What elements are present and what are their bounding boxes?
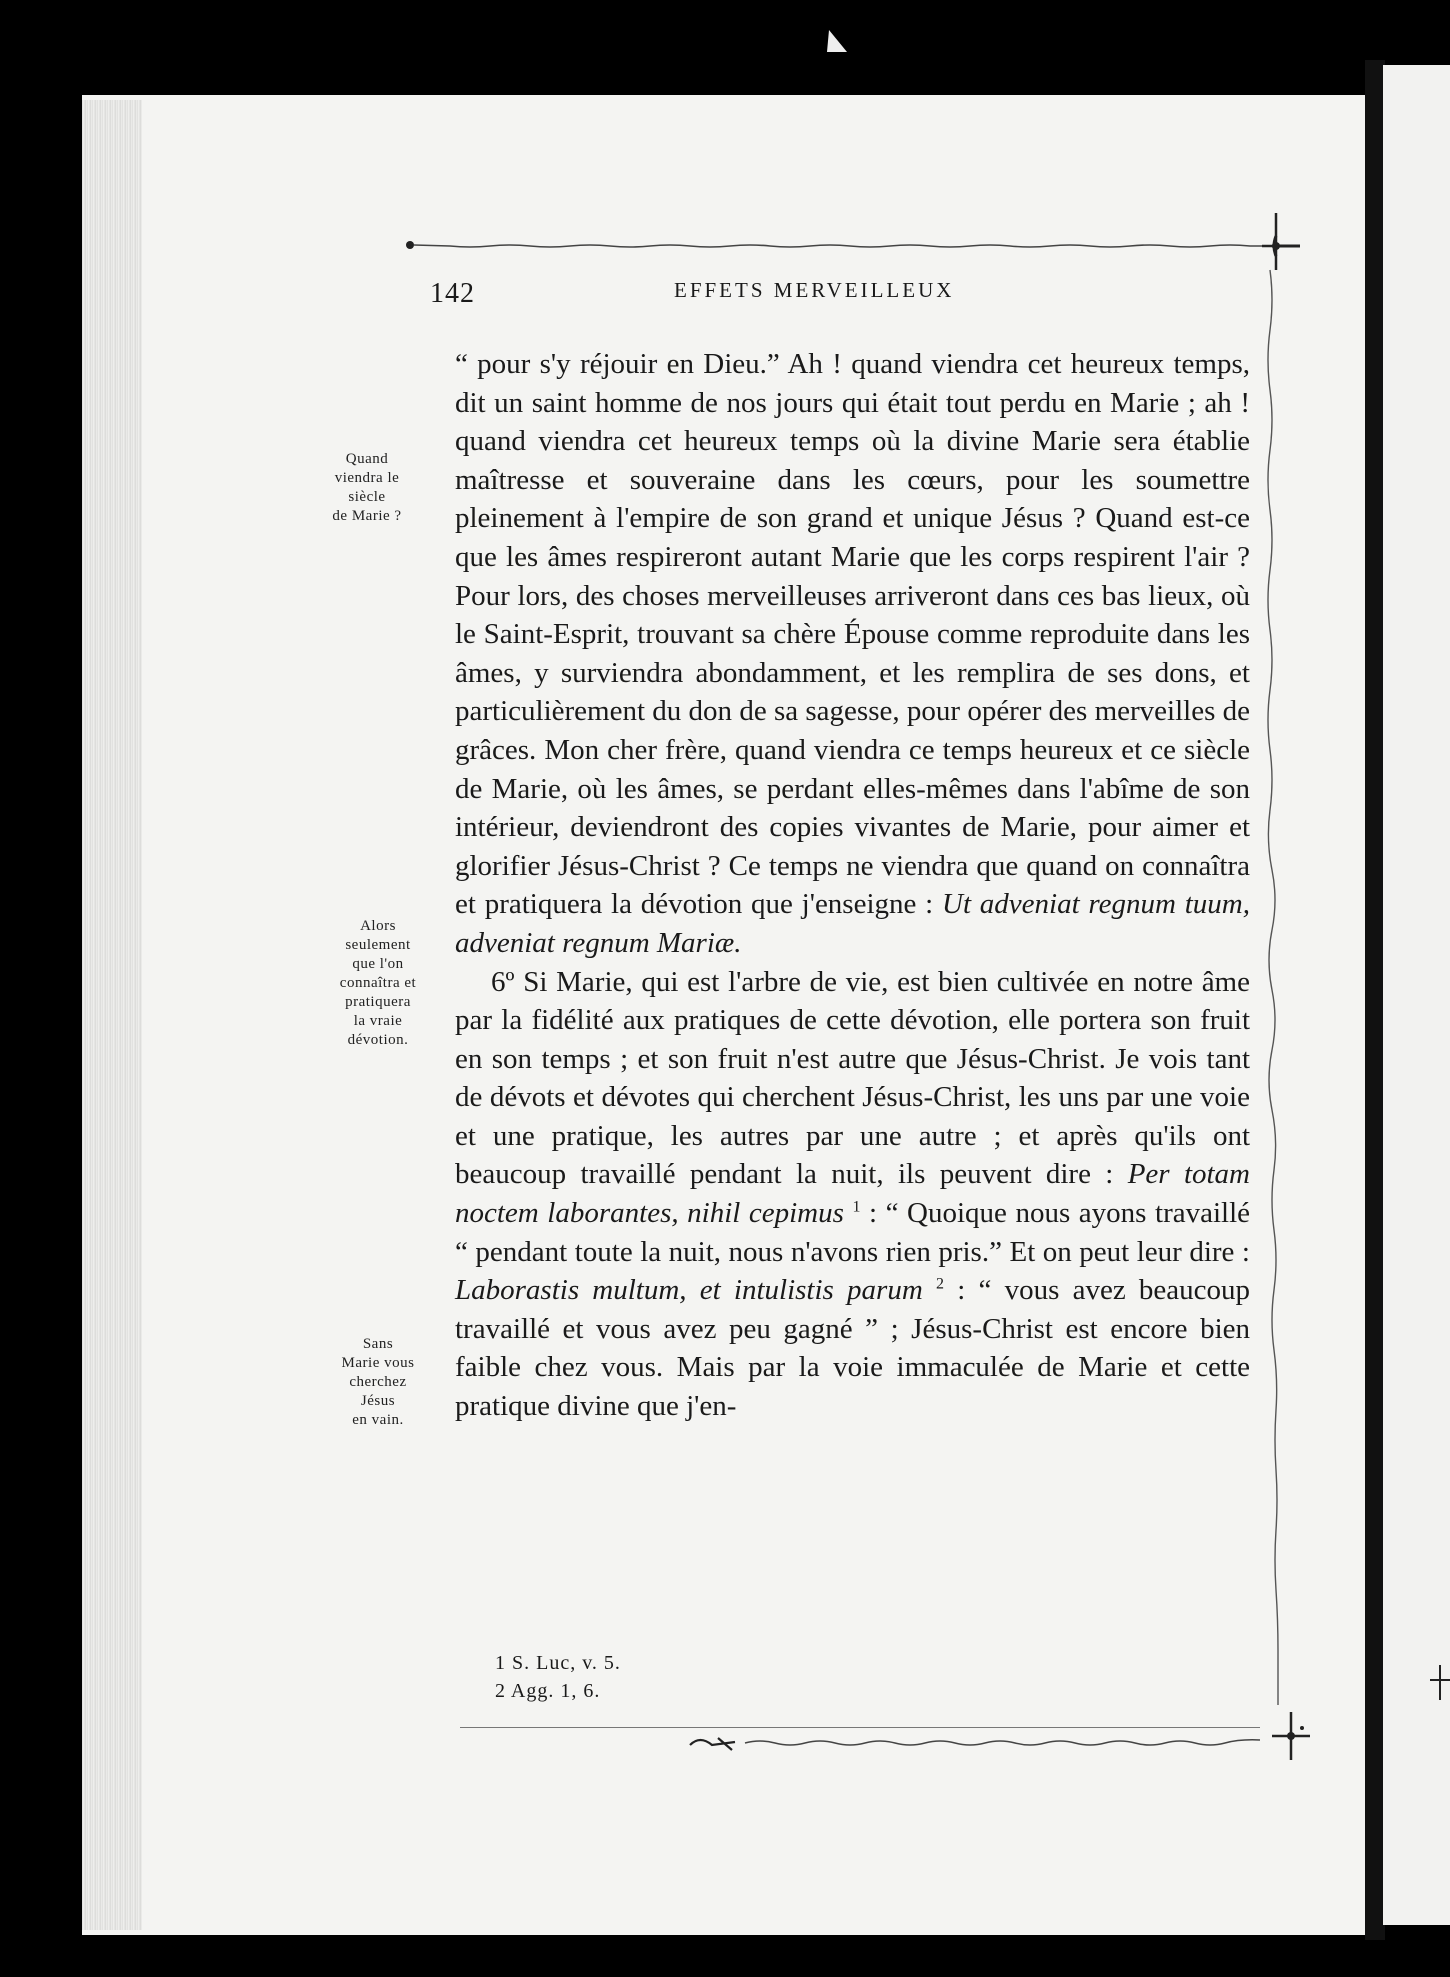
- margin-note-2: Alors seulement que l'on connaîtra et pratiquera la vraie dévotion.: [339, 918, 417, 1048]
- running-head: EFFETS MERVEILLEUX: [674, 278, 955, 302]
- paragraph: 6º Si Marie, qui est l'arbre de vie, est bien cultivée en notre âme par la fidélité aux pratiques de cette dévotion, elle portera son fruit en son temps ; et son fruit n'est autre que Jésus-Christ. Je vois tant de dévots et dévotes qui cherchent Jésus-Christ, les uns par une voie et une pratique, les autres par une autre ; et après qu'ils ont beaucoup travaillé pendant la nuit, ils peuvent dire : Per totam noctem laborantes, nihil cepimus $^1$ : “ Quoique nous ayons travaillé “ pendant toute la nuit, nous n'avons rien pris.” Et on peut leur dire : Laborastis multum, et intulistis parum $^2$ : “ vous avez beaucoup travaillé et vous avez peu gagné ” ; Jésus-Christ est encore bien faible chez vous. Mais par la voie immaculée de Marie et cette pratique divine que j'en-: [455, 965, 1251, 1423]
- footnotes: [495, 1649, 621, 1705]
- footnote-ref: 2: [936, 1275, 944, 1293]
- page-header: [430, 272, 1250, 312]
- footnote: 1 S. Luc, v. 5.: [495, 1652, 621, 1674]
- page-number: 142: [430, 278, 475, 309]
- latin-quote: Laborastis multum, et intulistis parum: [455, 1274, 923, 1307]
- margin-note-3: Sans Marie vous cherchez Jésus en vain.: [341, 1336, 415, 1428]
- body-text: [455, 345, 1250, 1426]
- margin-note-1: Quand viendra le siècle de Marie ?: [332, 451, 402, 524]
- footnote: 2 Agg. 1, 6.: [495, 1680, 601, 1702]
- paragraph: “ pour s'y réjouir en Dieu.” Ah ! quand viendra cet heureux temps, dit un saint homme de nos jours qui était tout perdu en Marie ; ah ! quand viendra cet heureux temps où la divine Marie sera établie maîtresse et souveraine dans les cœurs, pour les soumettre pleinement à l'empire de son grand et unique Jésus ? Quand est-ce que les âmes respireront autant Marie que les corps respirent l'air ? Pour lors, des choses merveilleuses arriveront dans ces bas lieux, où le Saint-Esprit, trouvant sa chère Épouse comme reproduite dans les âmes, y surviendra abondamment, et les remplira de ses dons, et particulièrement du don de sa sagesse, pour opérer des merveilles de grâces. Mon cher frère, quand viendra ce temps heureux et ce siècle de Marie, où les âmes, se perdant elles-mêmes dans l'abîme de son intérieur, deviendront des copies vivantes de Marie, pour aimer et glorifier Jésus-Christ ? Ce temps ne viendra que quand on connaîtra et pratiquera la dévotion que j'enseigne : Ut adveniat regnum tuum, adveniat regnum Mariæ.: [455, 348, 1250, 959]
- footnote-rule: [460, 1727, 1260, 1728]
- footnote-ref: 1: [852, 1198, 861, 1216]
- latin-quote: Ut adveniat regnum tuum, adveniat regnum Mariæ.: [455, 888, 1250, 959]
- latin-quote: Per totam noctem laborantes, nihil cepimus: [455, 1158, 1250, 1230]
